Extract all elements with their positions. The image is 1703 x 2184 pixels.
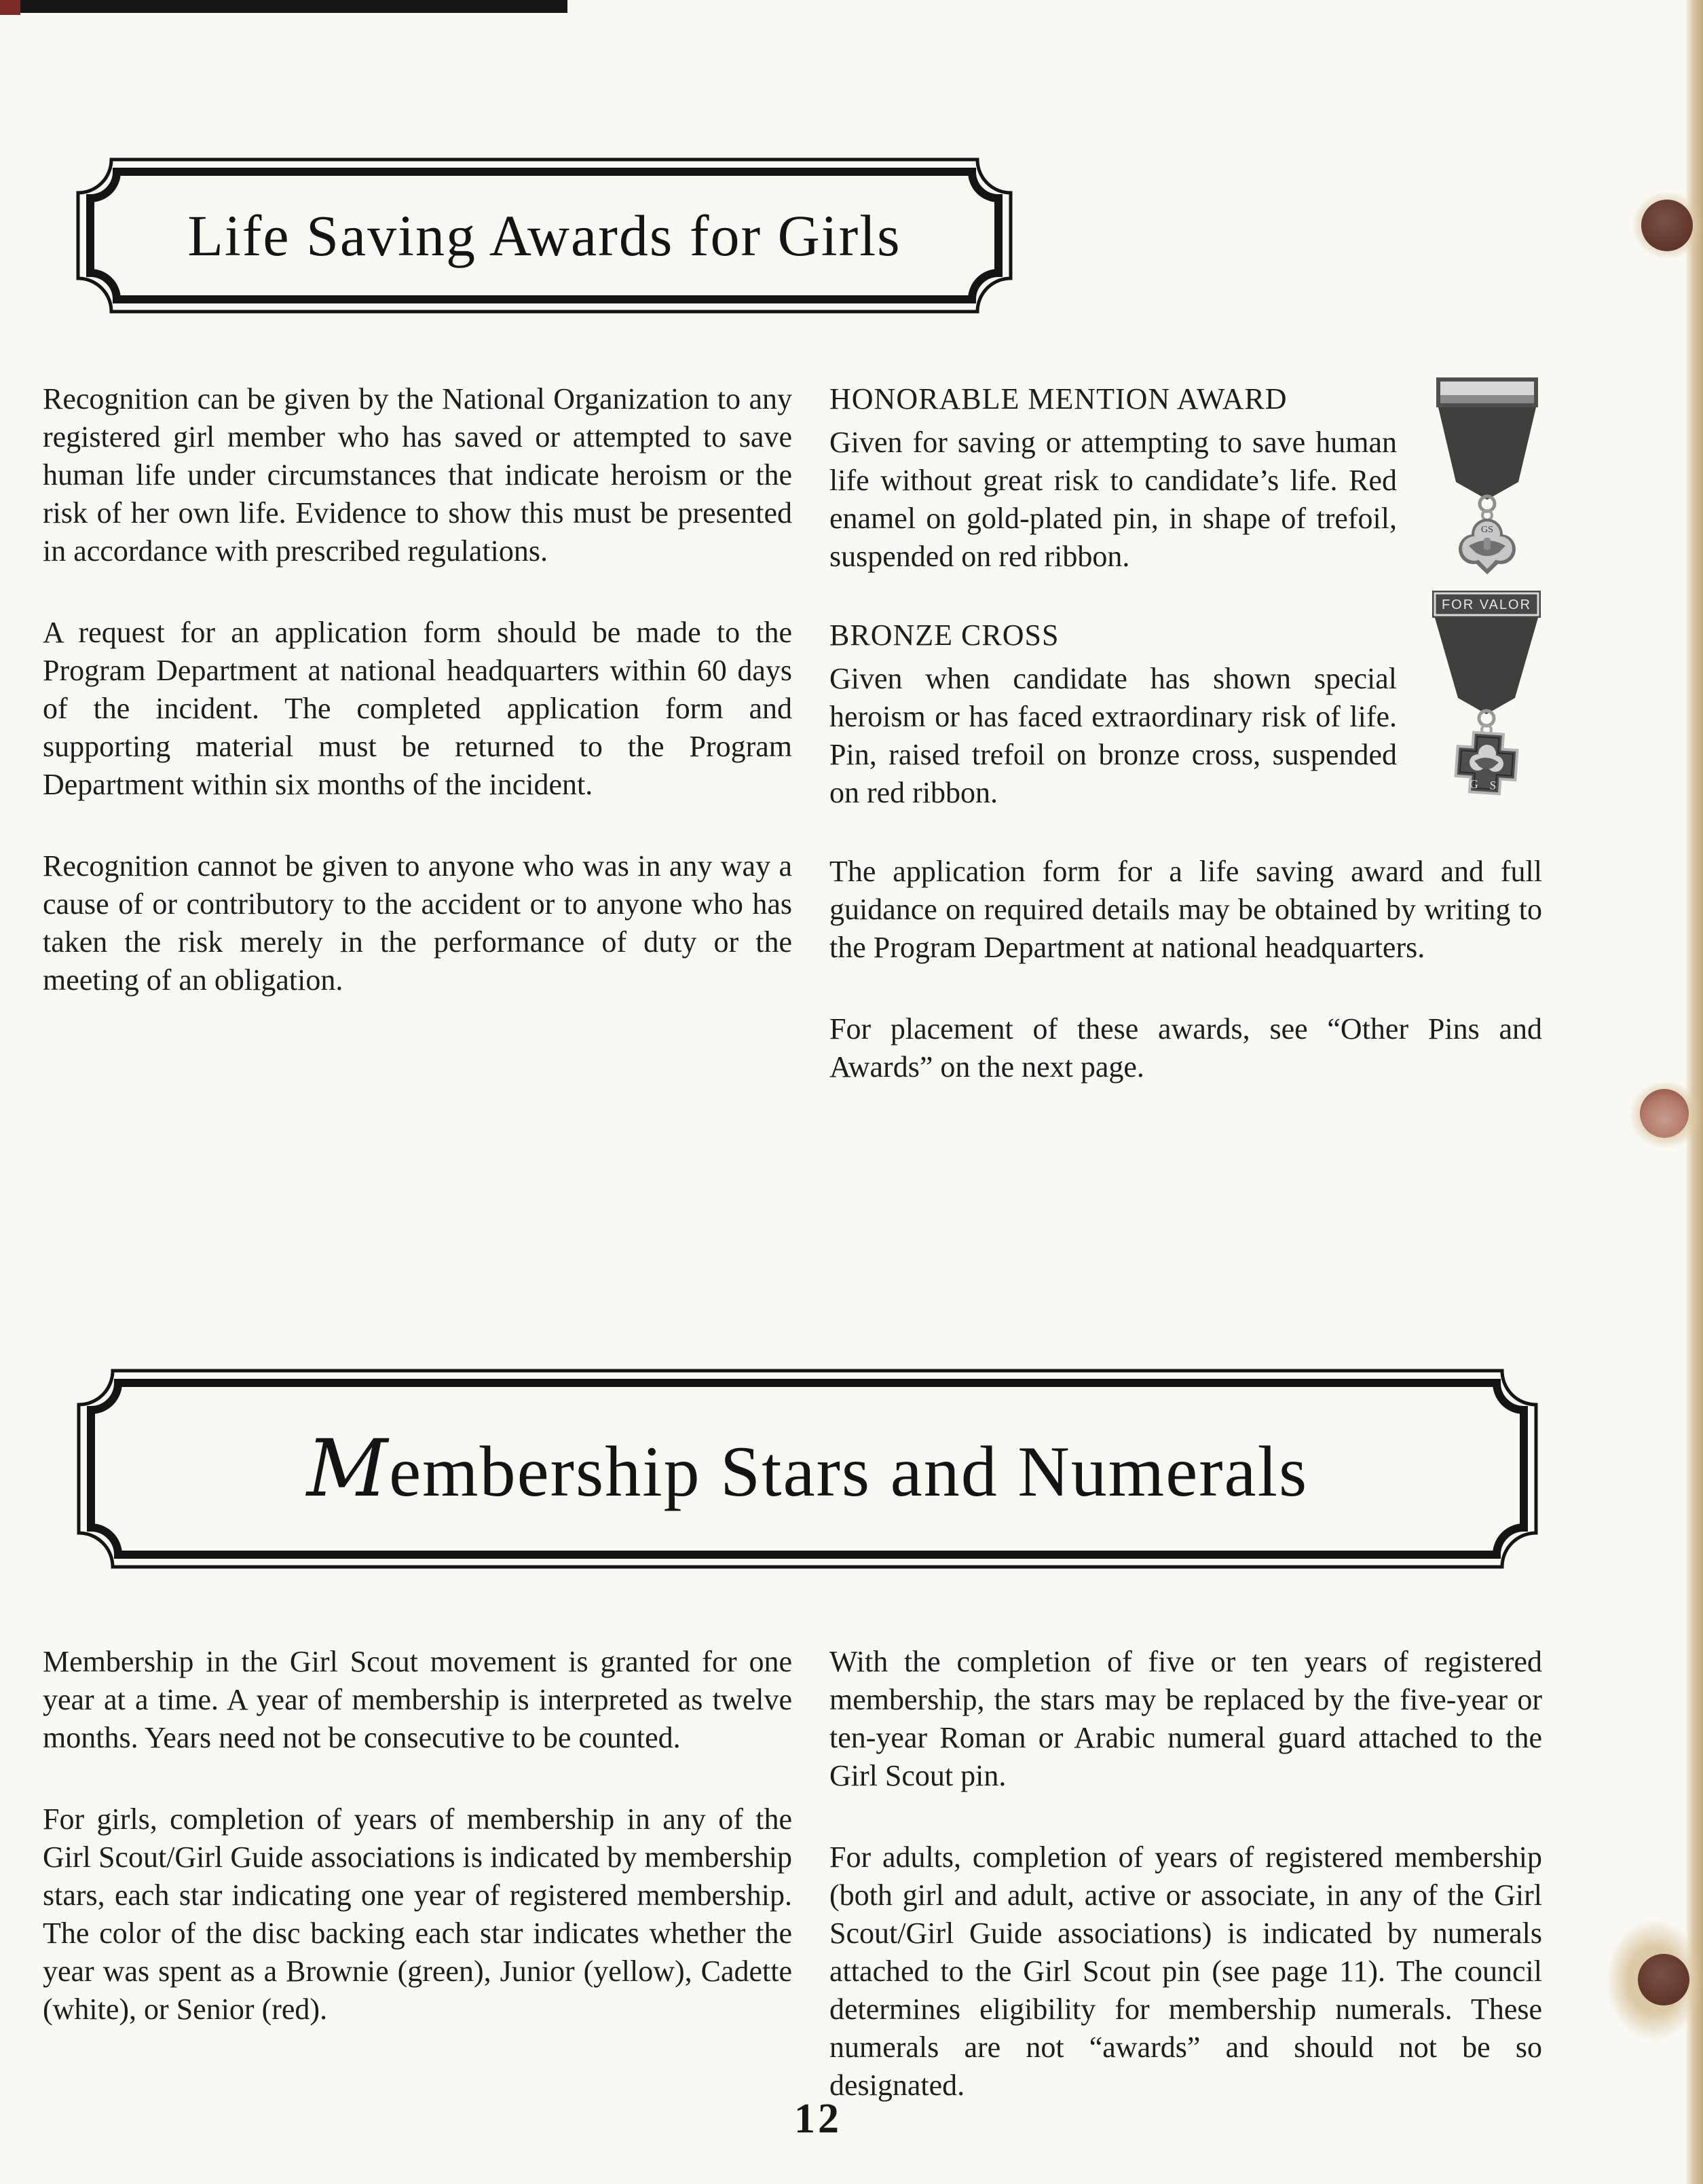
punch-hole-bottom (1638, 1954, 1689, 2005)
punch-hole-middle (1640, 1089, 1689, 1138)
award-description: Given for saving or attempting to save human life without great risk to candidate’s life. Red enamel on gold-plated pin, in shape of trefoil, suspended on red ribbon. (829, 426, 1397, 573)
section-title-life-saving: Life Saving Awards for Girls (187, 203, 901, 268)
title-rest: embership Stars and Numerals (389, 1432, 1309, 1511)
medal-bronze-cross-icon (1412, 588, 1561, 805)
for-valor-bar-text: FOR VALOR (1441, 597, 1532, 612)
page-number: 12 (794, 2096, 842, 2142)
section2-right-column (829, 1643, 1542, 2105)
scan-artifact-top-bar (20, 0, 567, 13)
medal-honorable-mention-icon (1416, 375, 1558, 582)
award-heading: BRONZE CROSS (829, 618, 1060, 652)
trefoil-letters: GS (1481, 525, 1493, 535)
paragraph: Recognition can be given by the National Organization to any registered girl member who has saved or attempted to save human life under circumstances that indicate heroism or the risk of her own life. Evidence to show this must be presented in accordance with prescribed regulations. (43, 382, 792, 568)
award-heading: HONORABLE MENTION AWARD (829, 382, 1288, 415)
paragraph: The application form for a life saving award and full guidance on required details may be obtained by writing to the Program Department at national headquarters. (829, 855, 1542, 964)
paragraph: For adults, completion of years of registered membership (both girl and adult, active or associate, in any of the Girl Scout/Girl Guide associations) is indicated by numerals attached to the Girl Scout pin (see page 11). The council determines eligibility for membership numerals. These numerals are not “awards” and should not be so designated. (829, 1840, 1542, 2102)
section1-left-column (43, 380, 792, 999)
paragraph: A request for an application form should be made to the Program Department at national headquarters within 60 days of the incident. The completed application form and supporting material must be returned to the Program Department within six months of the incident. (43, 616, 792, 801)
banner-life-saving-awards (76, 158, 1013, 314)
paragraph: Membership in the Girl Scout movement is granted for one year at a time. A year of membership is interpreted as twelve months. Years need not be consecutive to be counted. (43, 1645, 792, 1754)
cross-letters: G S (1469, 777, 1501, 793)
punch-hole-top (1641, 200, 1693, 251)
section-title-membership (307, 1423, 1309, 1515)
scan-artifact-red-mark (0, 0, 20, 15)
paragraph: With the completion of five or ten years of registered membership, the stars may be replaced by the five-year or ten-year Roman or Arabic numeral guard attached to the Girl Scout pin. (829, 1645, 1542, 1792)
title-initial: M (306, 1423, 390, 1515)
banner-membership-stars (76, 1369, 1539, 1569)
section2-left-column (43, 1643, 792, 2029)
paragraph: For girls, completion of years of membership in any of the Girl Scout/Girl Guide associations is indicated by membership stars, each star indicating one year of registered membership. The color of the disc backing each star indicates whether the year was spent as a Brownie (green), Junior (yellow), Cadette (white), or Senior (red). (43, 1802, 792, 2026)
award-description: Given when candidate has shown special heroism or has faced extraordinary risk of life. Pin, raised trefoil on bronze cross, suspended on red ribbon. (829, 662, 1397, 809)
paragraph: Recognition cannot be given to anyone who was in any way a cause of or contributory to the accident or to anyone who has taken the risk merely in the performance of duty or the meeting of an obligation. (43, 849, 792, 997)
paragraph: For placement of these awards, see “Other Pins and Awards” on the next page. (829, 1012, 1542, 1084)
